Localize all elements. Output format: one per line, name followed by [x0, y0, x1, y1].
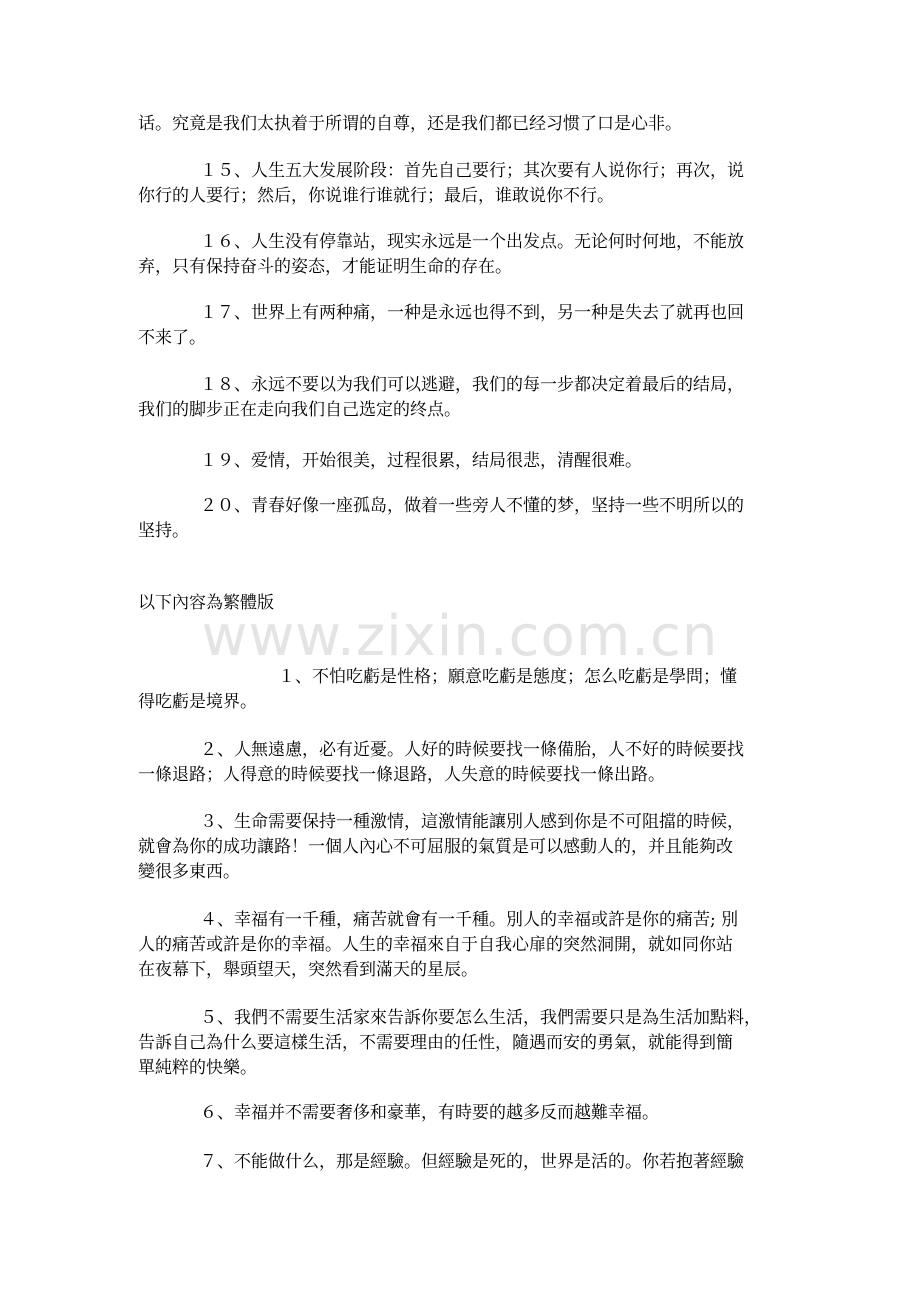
item-17-line: １７、世界上有两种痛，一种是永远也得不到，另一种是失去了就再也回	[200, 303, 744, 323]
item-2-line: ２、人無遠慮，必有近憂。人好的時候要找一條備胎，人不好的時候要找	[200, 740, 744, 760]
item-19-line: １９、爱情，开始很美，过程很累，结局很悲，清醒很难。	[200, 451, 642, 471]
text-line: 變很多東西。	[138, 862, 240, 882]
text-line: 话。究竟是我们太执着于所谓的自尊，还是我们都已经习惯了口是心非。	[138, 114, 682, 134]
item-3-line: ３、生命需要保持一種激情，這激情能讓別人感到你是不可阻擋的時候，	[200, 812, 744, 832]
text-line: 得吃虧是境界。	[138, 692, 257, 712]
watermark: www.zixin.com.cn	[201, 604, 719, 669]
item-7-line: ７、不能做什么，那是經驗。但經驗是死的，世界是活的。你若抱著經驗	[200, 1152, 744, 1172]
text-line: 坚持。	[138, 521, 189, 541]
text-line: 我们的脚步正在走向我们自己选定的终点。	[138, 400, 461, 420]
text-line: 告訴自己為什么要這樣生活，不需要理由的任性，隨遇而安的勇氣，就能得到簡	[138, 1033, 733, 1053]
item-15-line: １５、人生五大发展阶段：首先自己要行；其次要有人说你行；再次，说	[200, 161, 744, 181]
text-line: 在夜幕下，舉頭望天，突然看到滿天的星辰。	[138, 960, 478, 980]
text-line: 不来了。	[138, 328, 206, 348]
text-line: 就會為你的成功讓路！一個人內心不可屈服的氣質是可以感動人的，并且能夠改	[138, 837, 733, 857]
item-1-line: １、不怕吃虧是性格；願意吃虧是態度；怎么吃虧是學問；懂	[278, 667, 737, 687]
text-line: 單純粹的快樂。	[138, 1058, 257, 1078]
item-4-line: ４、幸福有一千種，痛苦就會有一千種。別人的幸福或許是你的痛苦; 別	[200, 910, 739, 930]
item-18-line: １８、永远不要以为我们可以逃避，我们的每一步都决定着最后的结局，	[200, 375, 744, 395]
text-line: 弃，只有保持奋斗的姿态，才能证明生命的存在。	[138, 257, 512, 277]
item-6-line: ６、幸福并不需要奢侈和豪華，有時要的越多反而越難幸福。	[200, 1103, 659, 1123]
item-16-line: １６、人生没有停靠站，现实永远是一个出发点。无论何时何地，不能放	[200, 232, 744, 252]
text-line: 一條退路；人得意的時候要找一條退路，人失意的時候要找一條出路。	[138, 765, 665, 785]
item-5-line: ５、我們不需要生活家來告訴你要怎么生活，我們需要只是為生活加點料，	[200, 1008, 761, 1028]
text-line: 人的痛苦或許是你的幸福。人生的幸福來自于自我心扉的突然洞開，就如同你站	[138, 935, 733, 955]
text-line: 你行的人要行；然后，你说谁行谁就行；最后，谁敢说你不行。	[138, 186, 614, 206]
item-20-line: ２０、青春好像一座孤岛，做着一些旁人不懂的梦，坚持一些不明所以的	[200, 496, 744, 516]
section-heading: 以下內容為繁體版	[138, 593, 274, 613]
